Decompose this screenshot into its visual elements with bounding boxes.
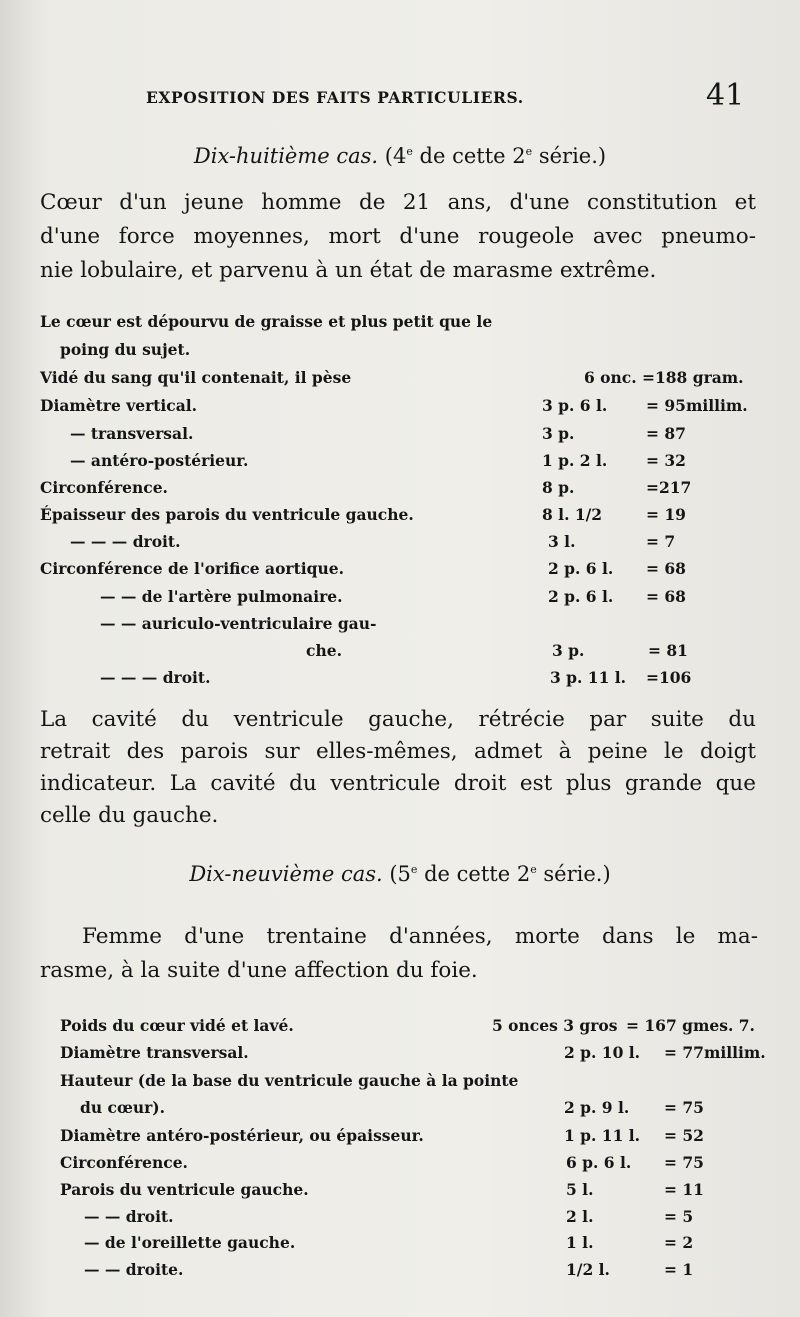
paragraph-line: retrait des parois sur elles-mêmes, admet à peine le doigt (40, 739, 756, 764)
intro-line: Cœur d'un jeune homme de 21 ans, d'une constitution et (40, 190, 756, 215)
case-intro-19 (82, 920, 758, 954)
case-intro-18 (40, 186, 756, 288)
case-heading-18: Dix-huitième cas. (4e de cette 2e série.) (193, 144, 607, 168)
intro-line: Femme d'une trentaine d'années, morte dans le ma- (82, 924, 758, 949)
paragraph-line: celle du gauche. (40, 803, 219, 828)
paragraph-line: La cavité du ventricule gauche, rétrécie par suite du (40, 707, 756, 732)
case-paragraph-18 (40, 704, 756, 832)
intro-line: nie lobulaire, et parvenu à un état de marasme extrême. (40, 258, 657, 283)
case-intro-19-cont (40, 954, 756, 988)
page-number: 41 (706, 78, 745, 113)
case-heading-19: Dix-neuvième cas. (5e de cette 2e série.) (189, 862, 611, 886)
case-heading-title: Dix-huitième cas. (193, 144, 379, 168)
intro-line: d'une force moyennes, mort d'une rougeole avec pneumo- (40, 224, 756, 249)
book-page: EXPOSITION DES FAITS PARTICULIERS. 41 Dix-huitième cas. (4e de cette 2e série.) Cœur d'un jeune homme de 21 ans, d'une constitution et d'une force moyennes, mort d'une rougeole avec pneumo- nie lobulaire, et parvenu à un état de marasme extrême. Le cœur est dépourvu de graisse et plus petit que le poing du sujet. Vidé du sang qu'il contenait, il pèse 6 onc. =188 gram. Diamètre vertical. 3 p. 6 l. = 95millim. — transversal. 3 p. = 87 — antéro-postérieur. 1 p. 2 l. = 32 Circonférence. 8 p. =217 Épaisseur des parois du ventricule gauche. 8 l. 1/2 = 19 — — — droit. 3 l. = 7 Circonférence de l'orifice aortique. 2 p. 6 l. = 68 — — de l'artère pulmonaire. 2 p. 6 l. = 68 — — auriculo-ventriculaire gau- che. 3 p. = 81 — — — droit. 3 p. 11 l. =106 La cavité du ventricule gauche, rétrécie par suite du retrait des parois sur elles-mêmes, admet à peine le doigt indicateur. La cavité du ventricule droit est plus grande que celle du gauche. Dix-neuvième cas. (5e de cette 2e série.) Femme d'une trentaine d'années, morte dans le ma- rasme, à la suite d'une affection du foie. Poids du cœur vidé et lavé. 5 onces 3 gros = 167 gmes. 7. Diamètre transversal. 2 p. 10 l. = 77millim. Hauteur (de la base du ventricule gauche à la pointe du cœur). 2 p. 9 l. = 75 Diamètre antéro-postérieur, ou épaisseur. 1 p. 11 l. = 52 Circonférence. 6 p. 6 l. = 75 Parois du ventricule gauche. 5 l. = 11 — — droit. 2 l. = 5 — de l'oreillette gauche. 1 l. = 2 — — droite. 1/2 l. = 1 (0, 0, 800, 1317)
paragraph-line: indicateur. La cavité du ventricule droit est plus grande que (40, 771, 756, 796)
case-heading-title: Dix-neuvième cas. (189, 862, 383, 886)
intro-line: rasme, à la suite d'une affection du foie. (40, 958, 478, 983)
running-title: EXPOSITION DES FAITS PARTICULIERS. (146, 88, 524, 107)
page-header (146, 78, 746, 114)
